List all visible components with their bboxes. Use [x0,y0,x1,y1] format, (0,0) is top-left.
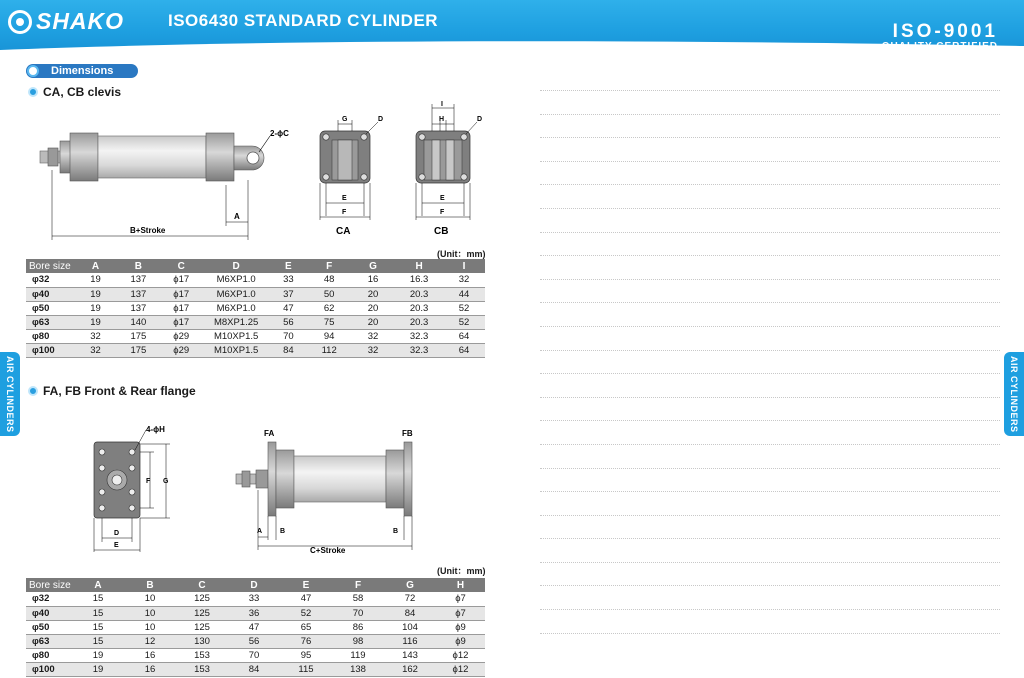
table-cell: M6XP1.0 [203,301,270,315]
table-cell: 52 [280,606,332,620]
table-cell: M10XP1.5 [203,343,270,357]
col-header: A [74,259,117,273]
bore-size-cell: φ80 [26,329,74,343]
table-cell: 32 [443,273,485,287]
table-cell: 125 [176,592,228,606]
flange-heading-text: FA, FB Front & Rear flange [43,384,196,398]
col-header: F [332,578,384,592]
side-tab-right-text: AIR CYLINDERS [1009,355,1019,433]
table-row [26,592,485,606]
table-cell: 44 [443,287,485,301]
table-cell: M6XP1.0 [203,273,270,287]
table-cell: 72 [384,592,436,606]
table-cell: 48 [307,273,351,287]
table-cell: 125 [176,606,228,620]
flange-spec-table [26,578,485,677]
cb-label-d: D [477,116,483,123]
logo-ring-icon [8,10,32,34]
table-cell: 153 [176,662,228,676]
bore-size-cell: φ80 [26,648,72,662]
table-cell: 20.3 [395,315,443,329]
table-cell: ϕ7 [436,592,485,606]
table-cell: 15 [72,620,124,634]
table-cell: 130 [176,634,228,648]
table-cell: 20 [351,315,395,329]
table-cell: 116 [384,634,436,648]
cb-label-h: H [439,116,445,123]
table-cell: M6XP1.0 [203,287,270,301]
table-cell: 84 [270,343,308,357]
table-cell: ϕ17 [160,301,203,315]
table-cell: 125 [176,620,228,634]
brand-name: SHAKO [36,8,125,34]
ca-label-f: F [342,209,347,216]
table-cell: 16.3 [395,273,443,287]
flange-drawing [80,420,440,560]
table-cell: 16 [124,662,176,676]
col-header: G [351,259,395,273]
table-cell: 37 [270,287,308,301]
cb-label-e: E [440,195,445,202]
flange-label-b1: B [280,528,286,535]
bore-size-cell: φ50 [26,301,74,315]
table-cell: 112 [307,343,351,357]
flange-label-fa: FA [264,429,275,438]
table-row [26,634,485,648]
table-cell: 56 [228,634,280,648]
clevis-unit: (Unit：mm) [437,249,486,259]
cb-label-i: I [441,101,443,108]
table-cell: ϕ9 [436,620,485,634]
table-cell: 143 [384,648,436,662]
table-cell: 70 [332,606,384,620]
iso-certification [882,22,998,52]
page-title: ISO6430 STANDARD CYLINDER [168,11,439,30]
table-cell: 10 [124,606,176,620]
table-cell: 50 [307,287,351,301]
side-tab-left [0,352,20,436]
table-cell: 47 [280,592,332,606]
col-header: H [436,578,485,592]
table-cell: 70 [228,648,280,662]
side-tab-left-text: AIR CYLINDERS [5,355,15,433]
ca-label: CA [336,226,351,237]
table-cell: 19 [72,648,124,662]
table-cell: 64 [443,343,485,357]
table-row [26,343,485,357]
table-cell: 15 [72,592,124,606]
col-header: C [176,578,228,592]
cb-label-f: F [440,209,445,216]
table-cell: 76 [280,634,332,648]
ca-label-e: E [342,195,347,202]
table-row [26,273,485,287]
table-cell: 19 [74,301,117,315]
flange-label-e: E [114,542,119,549]
iso-number: ISO-9001 [892,21,998,42]
table-cell: 119 [332,648,384,662]
table-cell: ϕ17 [160,287,203,301]
table-row [26,620,485,634]
table-cell: 20.3 [395,287,443,301]
col-header: A [72,578,124,592]
iso-caption: QUALITY CERTIFIED [881,41,998,52]
bore-size-cell: φ63 [26,634,72,648]
flange-label-f: F [146,478,151,485]
table-cell: 70 [270,329,308,343]
table-cell: 19 [72,662,124,676]
flange-unit: (Unit：mm) [437,566,486,576]
clevis-label-2c: 2-ϕC [270,129,289,138]
table-cell: ϕ17 [160,315,203,329]
table-cell: 137 [117,287,160,301]
table-cell: 153 [176,648,228,662]
table-row [26,287,485,301]
clevis-drawing [20,100,500,245]
table-cell: 65 [280,620,332,634]
table-cell: 19 [74,273,117,287]
bore-size-cell: φ100 [26,662,72,676]
section-label-text: Dimensions [51,65,114,77]
table-cell: 140 [117,315,160,329]
table-cell: M10XP1.5 [203,329,270,343]
bore-size-cell: φ32 [26,273,74,287]
flange-label-fb: FB [402,429,413,438]
brand-logo [8,8,124,35]
table-cell: ϕ12 [436,662,485,676]
table-cell: 52 [443,315,485,329]
col-header: D [203,259,270,273]
clevis-spec-table [26,259,485,358]
table-cell: 84 [384,606,436,620]
table-cell: 36 [228,606,280,620]
table-cell: 15 [72,634,124,648]
col-header: Bore size [26,578,72,592]
table-cell: 175 [117,329,160,343]
col-header: I [443,259,485,273]
table-cell: 47 [270,301,308,315]
bullet-icon [27,65,39,77]
table-cell: 56 [270,315,308,329]
table-cell: ϕ29 [160,329,203,343]
table-cell: 10 [124,620,176,634]
bullet-icon [28,87,38,97]
table-cell: 19 [74,287,117,301]
table-cell: ϕ29 [160,343,203,357]
bullet-icon [28,386,38,396]
page-header [0,0,1024,58]
flange-label-stroke: C+Stroke [310,546,346,555]
ca-label-d: D [378,116,384,123]
ca-label-g: G [342,116,348,123]
col-header: G [384,578,436,592]
table-cell: 16 [124,648,176,662]
bore-size-cell: φ40 [26,287,74,301]
bore-size-cell: φ32 [26,592,72,606]
table-cell: 115 [280,662,332,676]
table-cell: 64 [443,329,485,343]
table-row [26,662,485,676]
table-cell: ϕ12 [436,648,485,662]
table-cell: 12 [124,634,176,648]
table-cell: 32.3 [395,329,443,343]
clevis-heading-text: CA, CB clevis [43,85,122,99]
clevis-label-a: A [234,212,240,221]
table-cell: 98 [332,634,384,648]
table-cell: 137 [117,273,160,287]
flange-label-b2: B [393,528,399,535]
table-cell: 32 [74,329,117,343]
note-lines [540,90,1000,656]
table-header-row [26,578,485,592]
col-header: F [307,259,351,273]
col-header: H [395,259,443,273]
table-cell: 58 [332,592,384,606]
table-cell: ϕ9 [436,634,485,648]
table-cell: 20.3 [395,301,443,315]
table-cell: M8XP1.25 [203,315,270,329]
table-header-row [26,259,485,273]
table-cell: 16 [351,273,395,287]
bore-size-cell: φ40 [26,606,72,620]
table-cell: 95 [280,648,332,662]
table-cell: 20 [351,301,395,315]
table-cell: 162 [384,662,436,676]
table-cell: 94 [307,329,351,343]
col-header: C [160,259,203,273]
flange-label-d: D [114,530,120,537]
flange-heading [28,384,196,398]
table-cell: 19 [74,315,117,329]
table-cell: 20 [351,287,395,301]
flange-label-4h: 4-ϕH [146,425,165,434]
table-cell: 32 [74,343,117,357]
header-wave [0,38,1024,58]
table-cell: 104 [384,620,436,634]
table-row [26,606,485,620]
table-cell: 175 [117,343,160,357]
table-cell: 32 [351,329,395,343]
side-tab-right [1004,352,1024,436]
table-cell: 84 [228,662,280,676]
flange-label-g: G [163,478,169,485]
col-header: E [280,578,332,592]
col-header: E [270,259,308,273]
section-label [26,64,138,78]
table-cell: 86 [332,620,384,634]
cb-label: CB [434,226,449,237]
table-cell: 75 [307,315,351,329]
table-cell: 137 [117,301,160,315]
bore-size-cell: φ100 [26,343,74,357]
table-cell: 10 [124,592,176,606]
table-row [26,315,485,329]
col-header: B [124,578,176,592]
table-cell: 47 [228,620,280,634]
col-header: D [228,578,280,592]
table-row [26,329,485,343]
table-cell: 33 [228,592,280,606]
table-cell: 32.3 [395,343,443,357]
bore-size-cell: φ63 [26,315,74,329]
table-cell: 15 [72,606,124,620]
col-header: B [117,259,160,273]
table-cell: ϕ17 [160,273,203,287]
bore-size-cell: φ50 [26,620,72,634]
col-header: Bore size [26,259,74,273]
table-cell: 138 [332,662,384,676]
table-cell: 52 [443,301,485,315]
clevis-label-stroke: B+Stroke [130,226,166,235]
table-cell: ϕ7 [436,606,485,620]
table-cell: 62 [307,301,351,315]
clevis-heading [28,85,121,99]
table-cell: 32 [351,343,395,357]
table-row [26,648,485,662]
table-cell: 33 [270,273,308,287]
table-row [26,301,485,315]
flange-label-a: A [257,528,263,535]
